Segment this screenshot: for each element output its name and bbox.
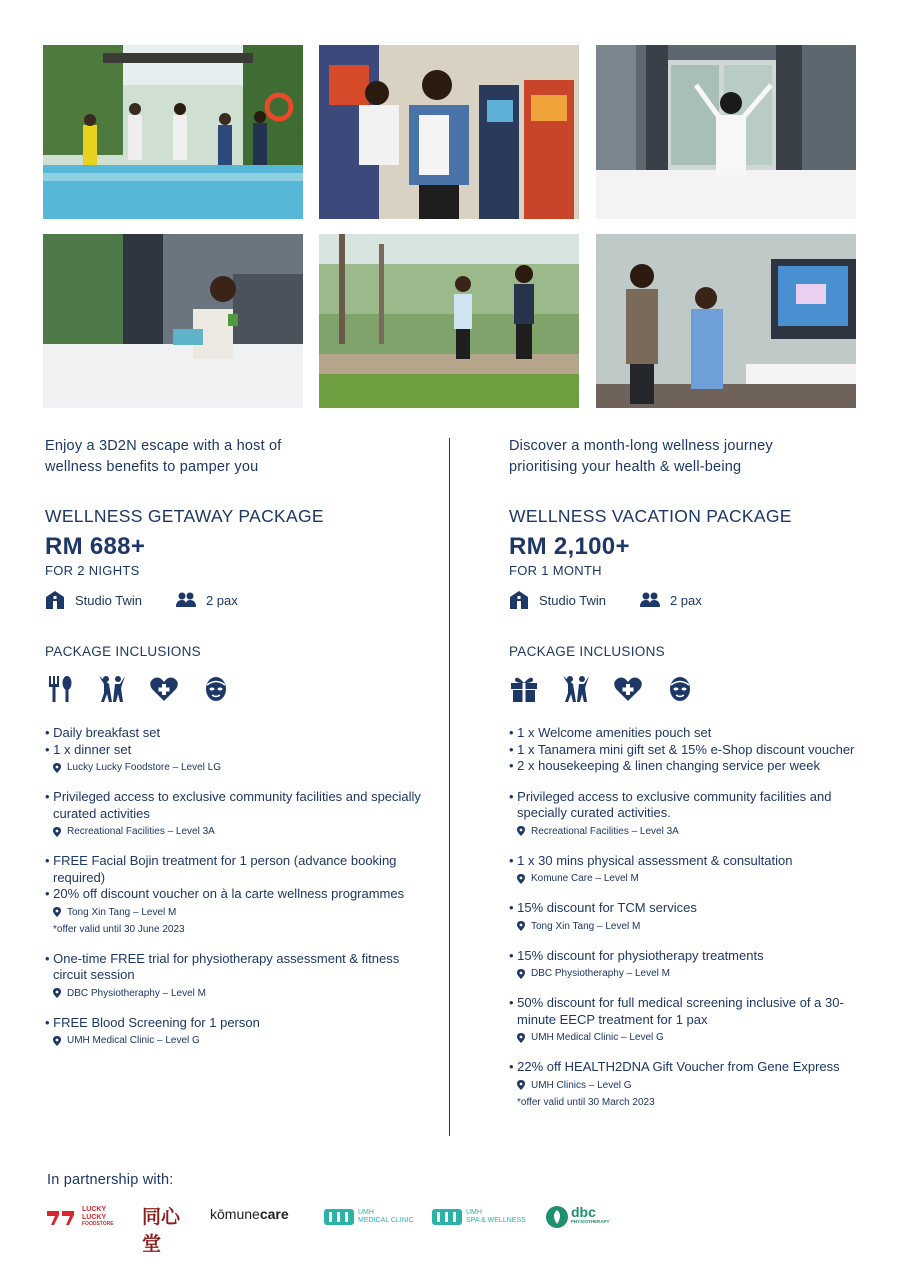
inclusion-block: [509, 1059, 874, 1110]
getaway-inclusion-icons: [45, 673, 425, 705]
health-heart-icon: [149, 674, 179, 704]
health-heart-icon: [613, 674, 643, 704]
inclusion-item: • FREE Blood Screening for 1 person: [45, 1014, 260, 1030]
vacation-package-title: WELLNESS VACATION PACKAGE: [509, 506, 792, 526]
inclusion-item: • 22% off HEALTH2DNA Gift Voucher from Gene Express: [509, 1059, 840, 1074]
getaway-room-type: Studio Twin: [75, 592, 142, 608]
location-label: Tong Xin Tang – Level M: [45, 905, 425, 920]
offer-note: *offer valid until 30 June 2023: [53, 923, 185, 935]
getaway-intro: [45, 436, 425, 478]
inclusion-item: • 15% discount for TCM services: [509, 900, 697, 915]
inclusion-item: • 1 x 30 mins physical assessment & consultation: [509, 852, 793, 868]
vacation-inclusion-icons: [509, 673, 874, 705]
inclusion-block: [509, 853, 874, 887]
inclusion-block: [45, 853, 425, 937]
inclusion-item: • Privileged access to exclusive community facilities and specially curated activities.: [509, 788, 832, 820]
location-pin-icon: [517, 874, 525, 884]
photo-poolside-friends: [43, 45, 303, 219]
photo-reading-in-bed: [43, 234, 303, 408]
cutlery-icon: [45, 674, 75, 704]
logo-text-line: LUCKY: [82, 1213, 107, 1221]
lucky-lucky-mark-icon: [45, 1208, 77, 1228]
inclusion-block: [509, 725, 874, 775]
getaway-pax: 2 pax: [205, 592, 238, 608]
komune-care-logo: [210, 1200, 302, 1234]
people-icon: [176, 590, 196, 610]
photo-arcade-gamers: [319, 45, 579, 219]
column-divider: [449, 438, 450, 1136]
vacation-price: RM 2,100+: [509, 533, 630, 560]
photo-bedroom-stretch: [596, 45, 856, 219]
partnership-title: In partnership with:: [47, 1172, 174, 1188]
tong-xin-tang-logo: [142, 1200, 188, 1255]
offer-note: *offer valid until 30 March 2023: [517, 1096, 655, 1108]
logo-text-line: FOODSTORE: [82, 1221, 114, 1227]
logo-text-line: UMH: [358, 1209, 374, 1216]
inclusion-item: • One-time FREE trial for physiotherapy assessment & fitness circuit session: [45, 950, 400, 982]
umh-mark-icon: [432, 1209, 462, 1225]
inclusion-item: • 20% off discount voucher on à la carte wellness programmes: [45, 886, 405, 901]
getaway-intro-line-2: wellness benefits to pamper you: [45, 459, 259, 475]
vacation-package-column: [509, 436, 874, 1124]
photo-park-jogging: [319, 234, 579, 408]
inclusion-block: [509, 948, 874, 982]
logo-text-line: PHYSIOTHERAPY: [571, 1219, 610, 1224]
inclusion-block: [45, 789, 425, 839]
getaway-inclusions-list: [45, 725, 425, 1048]
location-pin-icon: [53, 1036, 61, 1046]
umh-mark-icon: [324, 1209, 354, 1225]
inclusion-item: • 1 x Welcome amenities pouch set: [509, 725, 712, 740]
group-activity-icon: [561, 674, 591, 704]
house-icon: [45, 590, 65, 610]
location-pin-icon: [517, 826, 525, 836]
getaway-price: RM 688+: [45, 533, 146, 560]
vacation-pax: 2 pax: [669, 592, 702, 608]
inclusion-block: [45, 725, 425, 775]
location-label: DBC Physiotheraphy – Level M: [45, 986, 425, 1001]
inclusion-item: • FREE Facial Bojin treatment for 1 person (advance booking required): [45, 853, 397, 885]
inclusion-item: • 1 x dinner set: [45, 741, 132, 757]
vacation-intro: [509, 436, 874, 478]
inclusion-block: [45, 1015, 425, 1049]
umh-spa-wellness-logo: [432, 1200, 528, 1234]
location-pin-icon: [517, 921, 525, 931]
dbc-physiotherapy-logo: [546, 1200, 616, 1234]
logo-text-line: MEDICAL CLINIC: [358, 1217, 414, 1224]
facial-mask-icon: [665, 674, 695, 704]
location-pin-icon: [53, 763, 61, 773]
location-label: Recreational Facilities – Level 3A: [509, 824, 874, 839]
vacation-room-type: Studio Twin: [539, 592, 606, 608]
location-label: Komune Care – Level M: [509, 871, 874, 886]
gift-icon: [509, 674, 539, 704]
vacation-inclusions-list: [509, 725, 874, 1110]
getaway-intro-line-1: Enjoy a 3D2N escape with a host of: [45, 438, 282, 454]
location-label: Tong Xin Tang – Level M: [509, 919, 874, 934]
logo-text-line: SPA & WELLNESS: [466, 1217, 526, 1224]
vacation-inclusions-title: PACKAGE INCLUSIONS: [509, 644, 665, 659]
vacation-intro-line-1: Discover a month-long wellness journey: [509, 438, 773, 454]
location-label: DBC Physiotheraphy – Level M: [509, 966, 874, 981]
logo-text-line: dbc: [571, 1204, 596, 1220]
umh-medical-clinic-logo: [324, 1200, 420, 1234]
logo-text-line: UMH: [466, 1209, 482, 1216]
inclusion-block: [45, 951, 425, 1001]
inclusion-item: • 50% discount for full medical screening inclusive of a 30-minute EECP treatment for 1 pax: [509, 995, 844, 1027]
people-icon: [640, 590, 660, 610]
inclusion-block: [509, 995, 874, 1045]
dbc-leaf-icon: [546, 1206, 568, 1228]
logo-text-line: LUCKY: [82, 1206, 107, 1213]
inclusion-item: • Daily breakfast set: [45, 725, 161, 740]
getaway-room-info: [45, 590, 425, 610]
location-label: UMH Clinics – Level G: [509, 1078, 874, 1093]
location-pin-icon: [53, 988, 61, 998]
getaway-inclusions-title: PACKAGE INCLUSIONS: [45, 644, 201, 659]
inclusion-block: [509, 900, 874, 934]
inclusion-block: [509, 789, 874, 839]
logo-text-line: kōmune: [210, 1206, 260, 1222]
getaway-duration: FOR 2 NIGHTS: [45, 563, 140, 578]
location-pin-icon: [517, 969, 525, 979]
location-pin-icon: [517, 1080, 525, 1090]
house-icon: [509, 590, 529, 610]
getaway-package-title: WELLNESS GETAWAY PACKAGE: [45, 506, 324, 526]
logo-text-line: 同心堂: [142, 1206, 181, 1255]
vacation-duration: FOR 1 MONTH: [509, 563, 602, 578]
getaway-package-column: [45, 436, 425, 1062]
location-pin-icon: [517, 1033, 525, 1043]
logo-text-line: care: [259, 1206, 289, 1222]
location-pin-icon: [53, 907, 61, 917]
facial-mask-icon: [201, 674, 231, 704]
location-pin-icon: [53, 827, 61, 837]
location-label: Lucky Lucky Foodstore – Level LG: [45, 760, 425, 775]
vacation-intro-line-2: prioritising your health & well-being: [509, 459, 742, 475]
vacation-room-info: [509, 590, 874, 610]
location-label: UMH Medical Clinic – Level G: [509, 1030, 874, 1045]
location-label: Recreational Facilities – Level 3A: [45, 824, 425, 839]
location-label: UMH Medical Clinic – Level G: [45, 1033, 425, 1048]
inclusion-item: • Privileged access to exclusive community facilities and specially curated activities: [45, 789, 421, 821]
photo-karaoke-room: [596, 234, 856, 408]
inclusion-item: • 15% discount for physiotherapy treatments: [509, 947, 764, 963]
group-activity-icon: [97, 674, 127, 704]
inclusion-item: • 1 x Tanamera mini gift set & 15% e-Shop discount voucher: [509, 741, 855, 757]
lucky-lucky-foodstore-logo: [45, 1200, 113, 1234]
inclusion-item: • 2 x housekeeping & linen changing service per week: [509, 758, 820, 773]
